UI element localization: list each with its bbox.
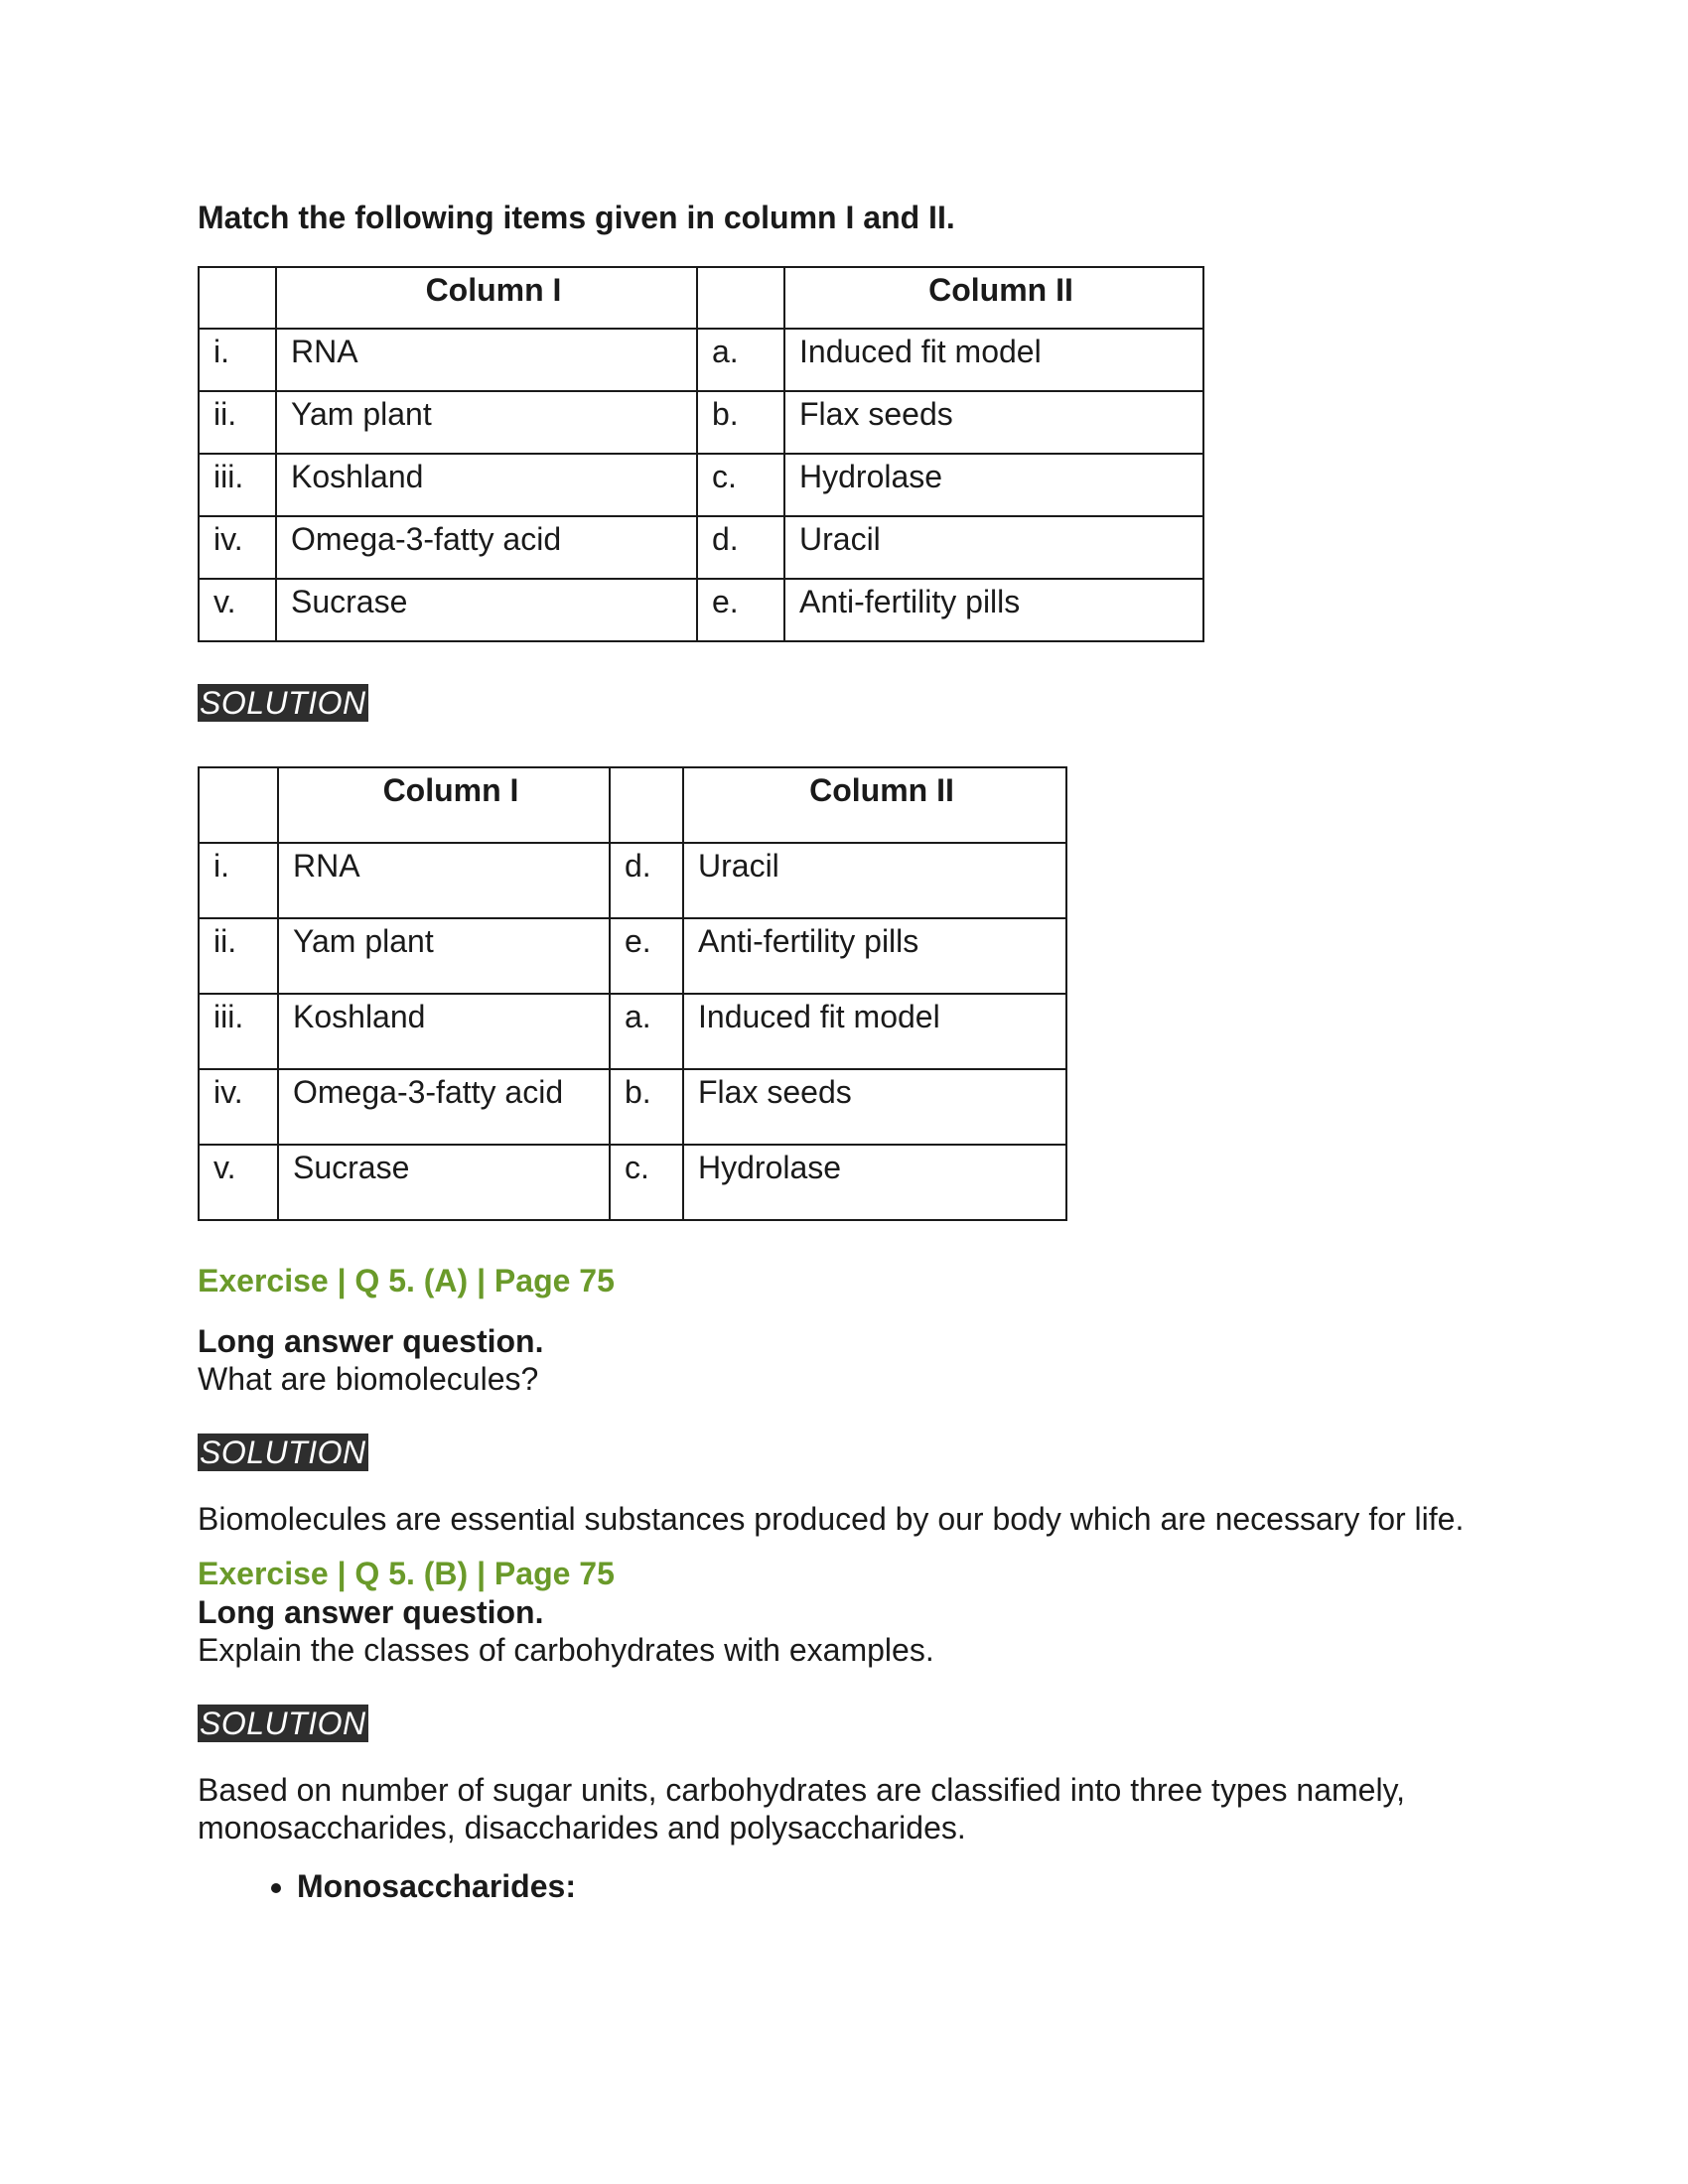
solution-text: Biomolecules are essential substances produced by our body which are necessary for life. (198, 1501, 1465, 1537)
column-ii-cell: Induced fit model (683, 994, 1066, 1069)
column-ii-cell: Hydrolase (683, 1145, 1066, 1220)
question-text: Explain the classes of carbohydrates with examples. (198, 1632, 934, 1668)
table-row (199, 454, 1203, 516)
solution-badge: SOLUTION (198, 1705, 368, 1742)
column-i-cell: RNA (278, 843, 610, 918)
column-i-header: Column I (278, 767, 610, 843)
row-letter: c. (610, 1145, 683, 1220)
row-number: iv. (199, 1069, 278, 1145)
column-ii-cell: Uracil (784, 516, 1203, 579)
row-number: ii. (199, 391, 276, 454)
exercise-link-q5a[interactable]: Exercise | Q 5. (A) | Page 75 (198, 1263, 615, 1298)
column-i-cell: Koshland (278, 994, 610, 1069)
column-ii-cell: Uracil (683, 843, 1066, 918)
row-letter: a. (610, 994, 683, 1069)
column-ii-cell: Induced fit model (784, 329, 1203, 391)
table-row (199, 843, 1066, 918)
table-row (199, 391, 1203, 454)
column-i-cell: Sucrase (276, 579, 697, 641)
table-row (199, 516, 1203, 579)
question-match-table (198, 266, 1204, 642)
row-letter: e. (610, 918, 683, 994)
column-ii-header: Column II (784, 267, 1203, 329)
column-i-cell: Omega-3-fatty acid (276, 516, 697, 579)
row-letter: a. (697, 329, 784, 391)
column-i-cell: Omega-3-fatty acid (278, 1069, 610, 1145)
table-row (199, 1069, 1066, 1145)
table-row (199, 329, 1203, 391)
bullet-list (198, 1866, 1488, 1906)
solution-text: Based on number of sugar units, carbohydrates are classified into three types namely, monosaccharides, disaccharides and polysaccharides. (198, 1772, 1406, 1845)
row-number: iii. (199, 994, 278, 1069)
column-i-cell: Sucrase (278, 1145, 610, 1220)
row-letter: b. (697, 391, 784, 454)
question-text: What are biomolecules? (198, 1361, 539, 1397)
document-page (198, 197, 1488, 1906)
exercise-link-q5b[interactable]: Exercise | Q 5. (B) | Page 75 (198, 1556, 615, 1591)
column-i-cell: Koshland (276, 454, 697, 516)
row-number: iv. (199, 516, 276, 579)
row-number: ii. (199, 918, 278, 994)
row-letter: b. (610, 1069, 683, 1145)
row-number: iii. (199, 454, 276, 516)
table-row (199, 1145, 1066, 1220)
row-number: i. (199, 843, 278, 918)
column-i-header: Column I (276, 267, 697, 329)
table-row (199, 918, 1066, 994)
row-number: i. (199, 329, 276, 391)
column-i-cell: Yam plant (276, 391, 697, 454)
row-letter: c. (697, 454, 784, 516)
column-ii-cell: Hydrolase (784, 454, 1203, 516)
row-letter: e. (697, 579, 784, 641)
question-type: Long answer question. (198, 1323, 544, 1359)
column-i-cell: Yam plant (278, 918, 610, 994)
column-i-cell: RNA (276, 329, 697, 391)
table-header-row (199, 767, 1066, 843)
solution-badge: SOLUTION (198, 1433, 368, 1471)
row-letter: d. (697, 516, 784, 579)
column-ii-cell: Flax seeds (784, 391, 1203, 454)
row-letter: d. (610, 843, 683, 918)
question-heading: Match the following items given in column I and II. (198, 200, 955, 235)
list-item: • Monosaccharides: (297, 1866, 1488, 1906)
row-number: v. (199, 1145, 278, 1220)
table-row (199, 579, 1203, 641)
column-ii-cell: Anti-fertility pills (784, 579, 1203, 641)
table-header-row (199, 267, 1203, 329)
question-type: Long answer question. (198, 1594, 544, 1630)
row-number: v. (199, 579, 276, 641)
solution-badge: SOLUTION (198, 684, 368, 722)
answer-match-table (198, 766, 1067, 1221)
column-ii-cell: Anti-fertility pills (683, 918, 1066, 994)
table-row (199, 994, 1066, 1069)
column-ii-cell: Flax seeds (683, 1069, 1066, 1145)
column-ii-header: Column II (683, 767, 1066, 843)
